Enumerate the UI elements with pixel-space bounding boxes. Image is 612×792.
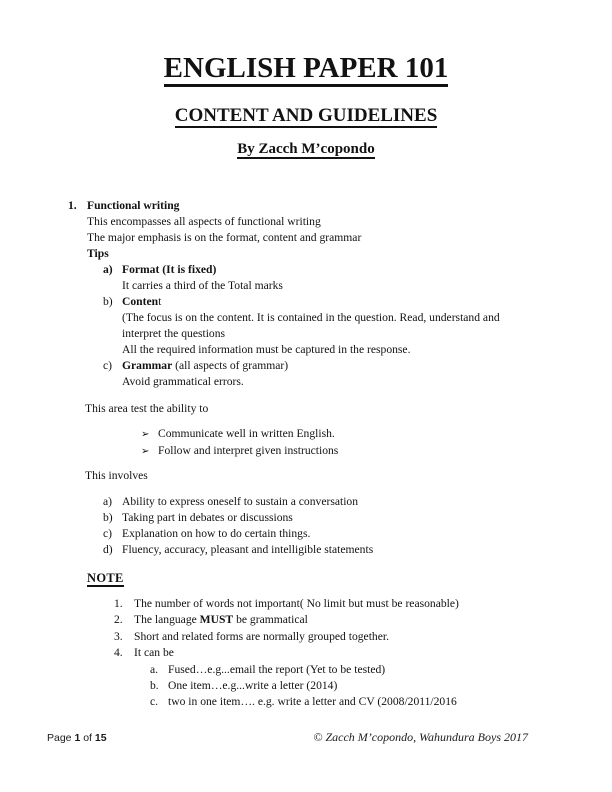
- list-item-label-tail: (all aspects of grammar): [172, 359, 289, 372]
- list-marker: d): [103, 543, 113, 556]
- list-item: [103, 526, 612, 542]
- list-marker: 3.: [114, 629, 123, 643]
- list-item: [103, 542, 612, 558]
- note-item-text: The number of words not important( No limit but must be reasonable): [134, 597, 459, 610]
- list-item: [103, 494, 612, 510]
- note-sub-item: [150, 694, 612, 710]
- note-heading: NOTE: [87, 571, 124, 585]
- footer-page-word: Page: [47, 732, 75, 744]
- byline: By Zacch M’copondo: [237, 141, 375, 157]
- note-item-text: The language: [134, 613, 200, 627]
- list-marker: 4.: [114, 646, 123, 660]
- title-block: [0, 0, 612, 87]
- list-item-label: Grammar: [122, 359, 173, 372]
- byline-block: [0, 140, 612, 159]
- list-marker: c.: [150, 695, 159, 709]
- note-list: [0, 596, 612, 711]
- list-marker: b): [103, 295, 113, 308]
- document-title: ENGLISH PAPER 101: [164, 53, 449, 87]
- paragraph: This encompasses all aspects of functional writing: [87, 215, 321, 228]
- list-marker: a): [103, 495, 113, 508]
- list-item-text: Explanation on how to do certain things.: [122, 527, 311, 540]
- footer-page-total: 15: [94, 732, 107, 744]
- paragraph-abilities-intro: This area test the ability to: [85, 402, 209, 415]
- section-heading: [68, 198, 612, 214]
- note-sub-item: [150, 678, 612, 694]
- list-item-content: [103, 294, 612, 310]
- note-item-text: It can be: [134, 646, 174, 660]
- footer-of-word: of: [80, 732, 95, 744]
- note-sub-item-text: One item…e.g...write a letter (2014): [168, 678, 338, 692]
- bullet-text: Communicate well in written English.: [158, 427, 335, 440]
- list-marker: b): [103, 511, 113, 524]
- list-marker: 1.: [114, 597, 123, 610]
- list-item-label-tail: t: [158, 295, 162, 308]
- page-footer: [47, 730, 528, 745]
- subtitle-block: [0, 106, 612, 128]
- note-sub-item: [150, 662, 612, 678]
- note-item: [114, 645, 612, 661]
- list-marker: c): [103, 359, 113, 372]
- note-sub-item-text: two in one item…. e.g. write a letter and CV (2008/2011/2016: [168, 695, 457, 709]
- list-item-text: Taking part in debates or discussions: [122, 511, 293, 524]
- paragraph: The major emphasis is on the format, content and grammar: [87, 231, 362, 244]
- list-item-detail: All the required information must be captured in the response.: [122, 343, 411, 356]
- list-item-detail: It carries a third of the Total marks: [122, 279, 283, 292]
- arrow-bullet-icon: ➢: [141, 445, 150, 457]
- bullet-item: [141, 426, 612, 443]
- note-item-text: Short and related forms are normally grouped together.: [134, 629, 389, 643]
- arrow-bullet-list: [0, 426, 612, 459]
- list-marker: b.: [150, 678, 159, 692]
- note-item-text-tail: be grammatical: [233, 613, 308, 627]
- list-item-detail: Avoid grammatical errors.: [122, 375, 244, 388]
- list-item-text: Ability to express oneself to sustain a conversation: [122, 495, 359, 508]
- list-item-format: [103, 262, 612, 278]
- document-subtitle: CONTENT AND GUIDELINES: [174, 105, 438, 126]
- involves-list: [0, 494, 612, 558]
- list-item: [103, 510, 612, 526]
- list-marker: a.: [150, 662, 159, 676]
- section-functional-writing: [0, 198, 612, 390]
- list-marker: 2.: [114, 613, 123, 627]
- note-item: [114, 612, 612, 628]
- list-item-grammar: [103, 358, 612, 374]
- note-heading-block: [87, 569, 612, 587]
- list-marker: c): [103, 527, 113, 540]
- list-item-label: Conten: [122, 295, 159, 308]
- footer-page-number: 1: [74, 732, 81, 744]
- note-sub-item-text: Fused…e.g...email the report (Yet to be tested): [168, 662, 386, 676]
- bullet-item: [141, 443, 612, 460]
- list-item-text: Fluency, accuracy, pleasant and intelligible statements: [122, 543, 374, 556]
- list-item-detail: (The focus is on the content. It is contained in the question. Read, understand and: [122, 311, 500, 324]
- list-item-detail: interpret the questions: [122, 327, 226, 340]
- list-marker: a): [103, 263, 113, 276]
- note-item-emphasis: MUST: [199, 613, 234, 627]
- arrow-bullet-icon: ➢: [141, 429, 150, 440]
- list-item-label: Format (It is fixed): [122, 263, 217, 276]
- paragraph-involves-intro: This involves: [85, 469, 148, 482]
- section-number: 1.: [68, 199, 77, 212]
- bullet-text: Follow and interpret given instructions: [158, 443, 339, 457]
- note-item: [114, 596, 612, 612]
- section-heading-label: Functional writing: [87, 199, 180, 212]
- footer-copyright: © Zacch M’copondo, Wahundura Boys 2017: [313, 730, 528, 744]
- tips-label: Tips: [87, 247, 109, 260]
- footer-page-indicator: [47, 732, 107, 744]
- note-item: [114, 629, 612, 645]
